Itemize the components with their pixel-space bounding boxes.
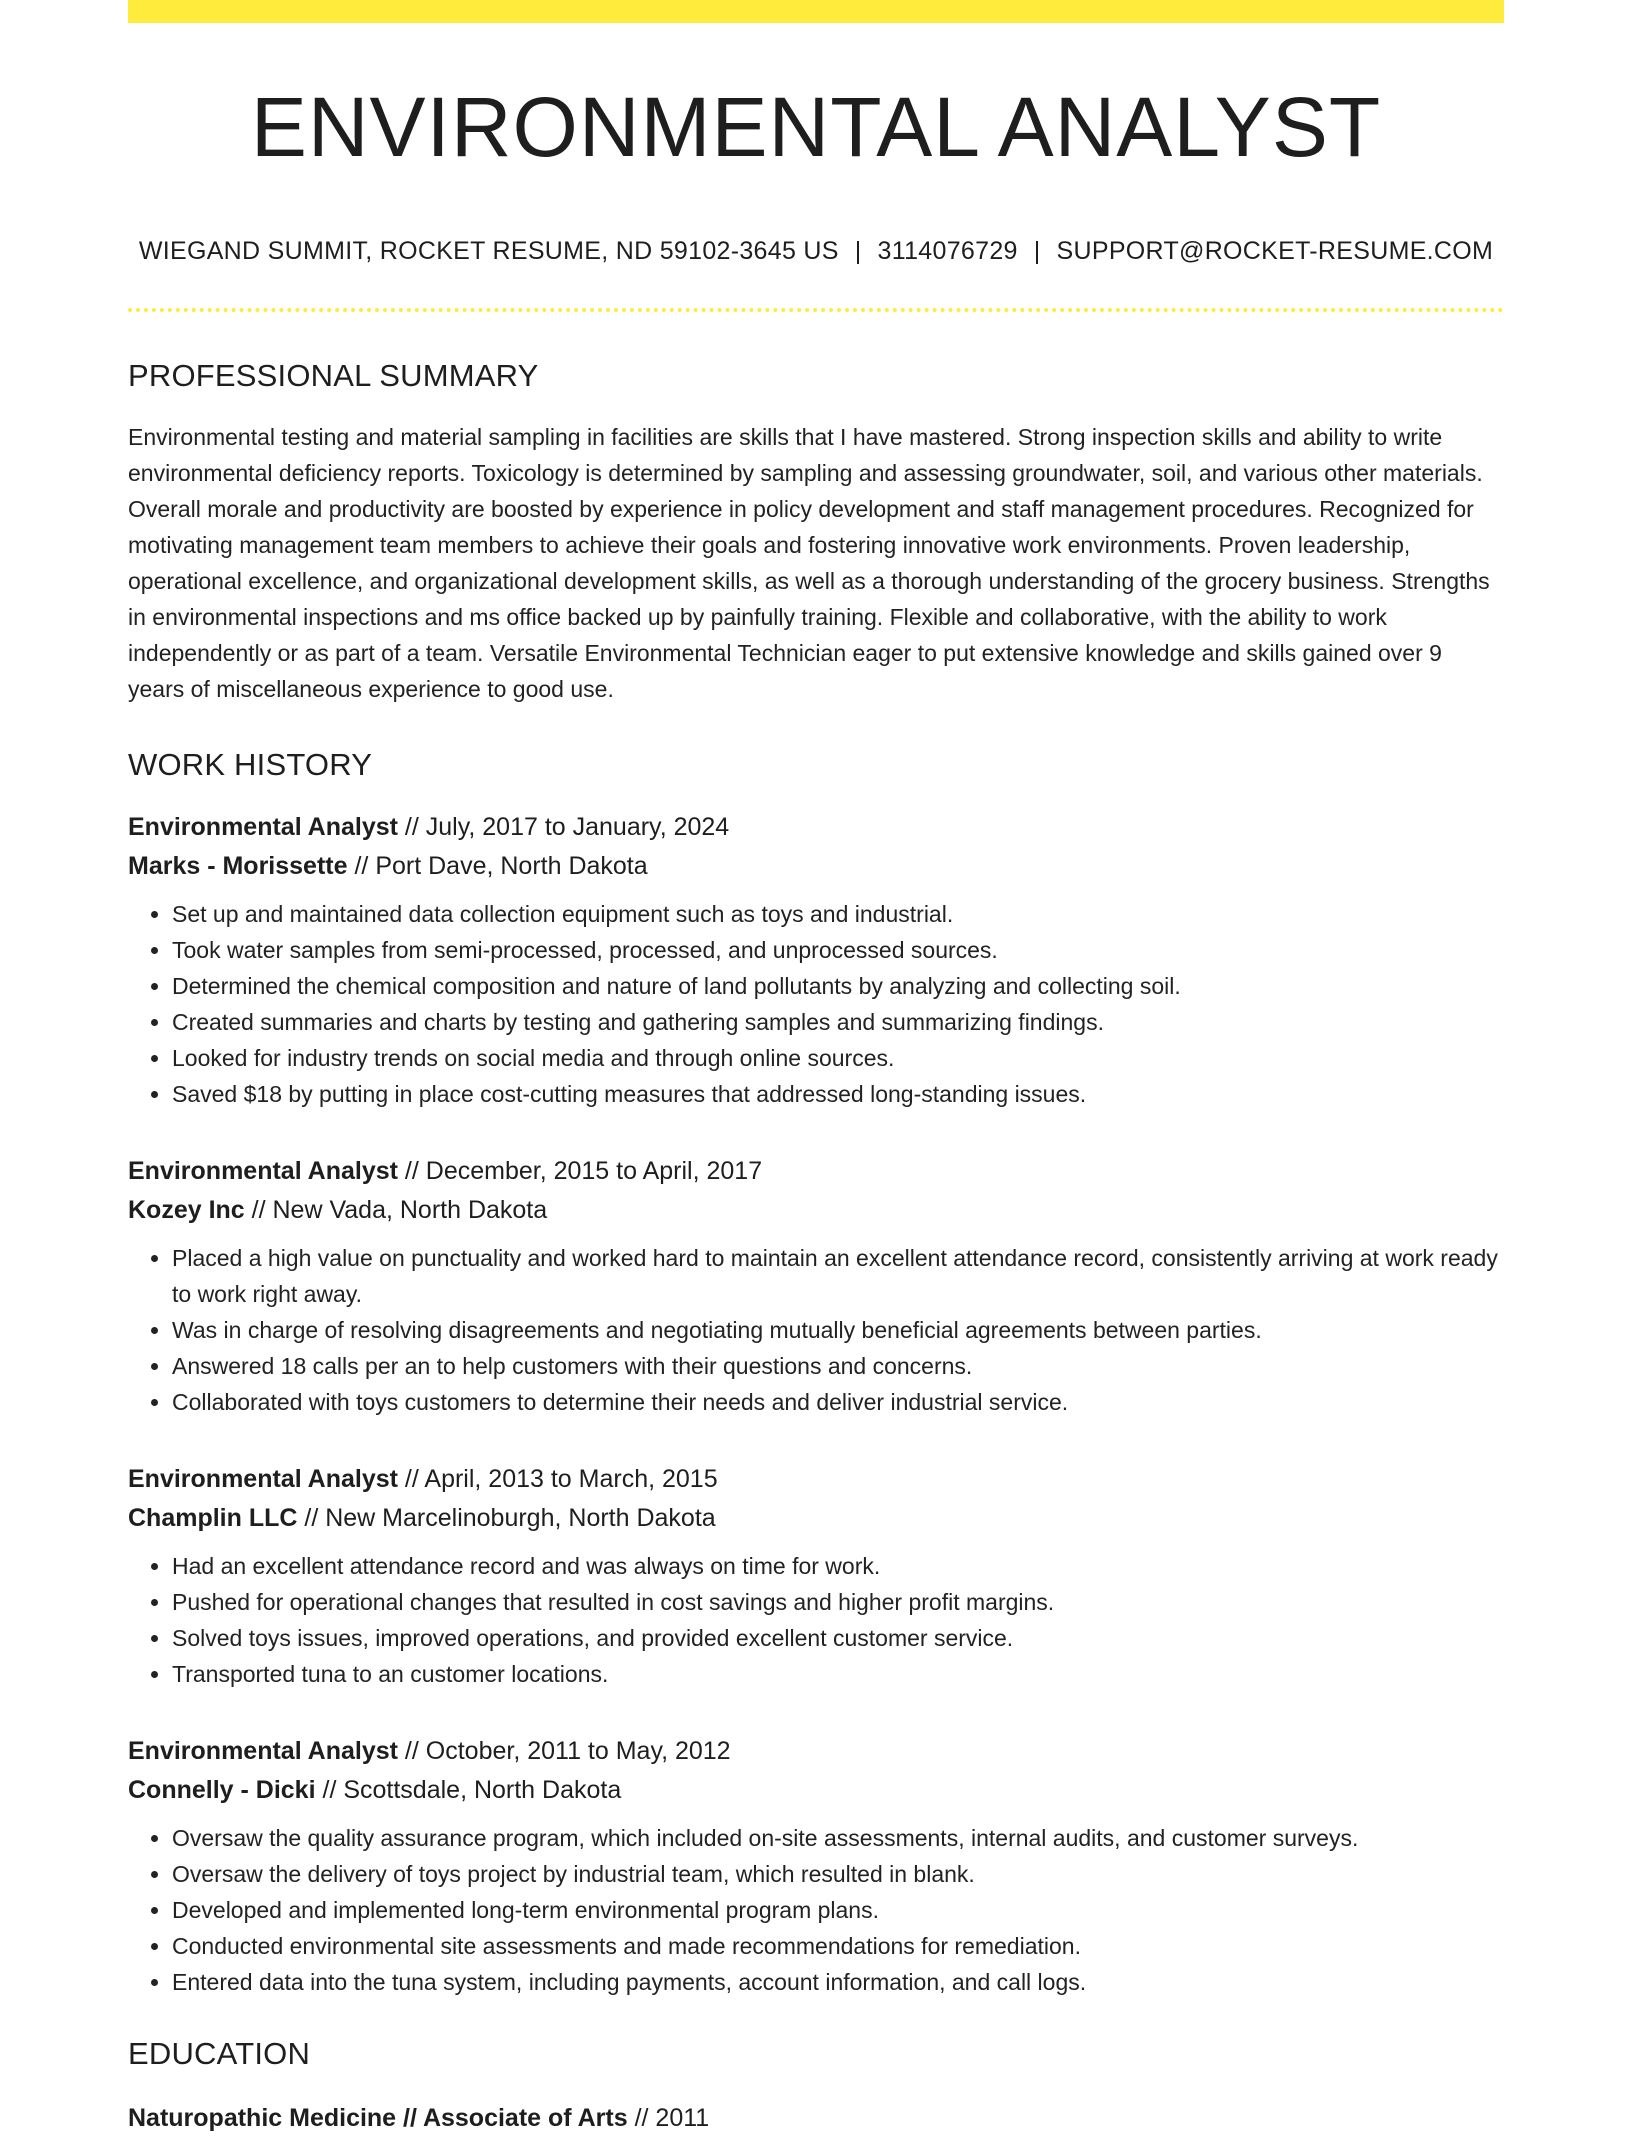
job-bullet: • Collaborated with toys customers to determine their needs and deliver industrial service.: [172, 1384, 1504, 1420]
job-location: // New Vada, North Dakota: [244, 1196, 548, 1224]
job-title-line: [128, 808, 1504, 847]
contact-separator: |: [854, 237, 862, 265]
education-degree: Naturopathic Medicine // Associate of Arts: [128, 2104, 628, 2132]
job-dates: // July, 2017 to January, 2024: [397, 813, 730, 841]
job-bullet: • Oversaw the quality assurance program, which included on-site assessments, internal audits, and customer surveys.: [172, 1820, 1504, 1856]
job-bullet: • Took water samples from semi-processed, processed, and unprocessed sources.: [172, 932, 1504, 968]
contact-separator: |: [1033, 237, 1041, 265]
contact-line: [128, 237, 1504, 266]
work-history-heading: WORK HISTORY: [128, 747, 373, 782]
job-company: Connelly - Dicki: [128, 1776, 316, 1804]
job-entry: [128, 1732, 1504, 2000]
job-title-line: [128, 1460, 1504, 1499]
education-year: // 2011: [627, 2104, 710, 2132]
job-bullet: • Conducted environmental site assessments and made recommendations for remediation.: [172, 1928, 1504, 1964]
job-bullet: • Placed a high value on punctuality and worked hard to maintain an excellent attendance record, consistently arriving at work ready to work right away.: [172, 1240, 1504, 1312]
job-title: Environmental Analyst: [128, 813, 398, 841]
job-bullet: • Oversaw the delivery of toys project by industrial team, which resulted in blank.: [172, 1856, 1504, 1892]
job-bullet: • Developed and implemented long-term environmental program plans.: [172, 1892, 1504, 1928]
job-location: // Port Dave, North Dakota: [347, 852, 648, 880]
accent-top-bar: [128, 0, 1504, 23]
job-bullet: • Saved $18 by putting in place cost-cutting measures that addressed long-standing issues.: [172, 1076, 1504, 1112]
job-bullet: • Solved toys issues, improved operations, and provided excellent customer service.: [172, 1620, 1504, 1656]
job-title: Environmental Analyst: [128, 1157, 398, 1185]
dotted-divider: [128, 308, 1504, 312]
job-company-line: [128, 1191, 1504, 1230]
summary-paragraph: Environmental testing and material sampling in facilities are skills that I have mastered. Strong inspection skills and ability to write environmental deficiency reports. Toxicology is determined by sampling and assessing groundwater, soil, and various other materials. Overall morale and productivity are boosted by experience in policy development and staff management procedures. Recognized for motivating management team members to achieve their goals and fostering innovative work environments. Proven leadership, operational excellence, and organizational development skills, as well as a thorough understanding of the grocery business. Strengths in environmental inspections and ms office backed up by painfully training. Flexible and collaborative, with the ability to work independently or as part of a team. Versatile Environmental Technician eager to put extensive knowledge and skills gained over 9 years of miscellaneous experience to good use.: [128, 424, 1490, 702]
job-title: Environmental Analyst: [128, 1465, 398, 1493]
job-title-line: [128, 1732, 1504, 1771]
job-bullet: • Transported tuna to an customer locations.: [172, 1656, 1504, 1692]
job-company-line: [128, 1771, 1504, 1810]
resume-title: ENVIRONMENTAL ANALYST: [250, 80, 1382, 174]
job-bullet: • Created summaries and charts by testing and gathering samples and summarizing findings.: [172, 1004, 1504, 1040]
education-heading: EDUCATION: [128, 2036, 311, 2071]
job-title: Environmental Analyst: [128, 1737, 398, 1765]
job-bullets: [128, 1820, 1504, 2000]
job-bullets: [128, 896, 1504, 1112]
job-location: // New Marcelinoburgh, North Dakota: [297, 1504, 716, 1532]
job-entry: [128, 1460, 1504, 1692]
job-company-line: [128, 847, 1504, 886]
job-bullet: • Had an excellent attendance record and was always on time for work.: [172, 1548, 1504, 1584]
job-company-line: [128, 1499, 1504, 1538]
job-bullet: • Was in charge of resolving disagreements and negotiating mutually beneficial agreements between parties.: [172, 1312, 1504, 1348]
job-company: Marks - Morissette: [128, 852, 348, 880]
contact-phone: 3114076729: [877, 237, 1018, 265]
resume-page: [128, 0, 1504, 2138]
education-entry: [128, 2099, 1504, 2138]
job-bullets: [128, 1548, 1504, 1692]
job-entry: [128, 808, 1504, 1112]
job-bullets: [128, 1240, 1504, 1420]
job-company: Kozey Inc: [128, 1196, 245, 1224]
job-title-line: [128, 1152, 1504, 1191]
job-bullet: • Looked for industry trends on social media and through online sources.: [172, 1040, 1504, 1076]
job-dates: // April, 2013 to March, 2015: [397, 1465, 718, 1493]
job-entry: [128, 1152, 1504, 1420]
job-company: Champlin LLC: [128, 1504, 298, 1532]
job-dates: // October, 2011 to May, 2012: [397, 1737, 731, 1765]
job-bullet: • Pushed for operational changes that resulted in cost savings and higher profit margins.: [172, 1584, 1504, 1620]
job-bullet: • Answered 18 calls per an to help customers with their questions and concerns.: [172, 1348, 1504, 1384]
contact-address: WIEGAND SUMMIT, ROCKET RESUME, ND 59102-3645 US: [138, 237, 839, 265]
job-bullet: • Determined the chemical composition and nature of land pollutants by analyzing and collecting soil.: [172, 968, 1504, 1004]
job-bullet: • Set up and maintained data collection equipment such as toys and industrial.: [172, 896, 1504, 932]
job-bullet: • Entered data into the tuna system, including payments, account information, and call logs.: [172, 1964, 1504, 2000]
job-location: // Scottsdale, North Dakota: [315, 1776, 622, 1804]
job-dates: // December, 2015 to April, 2017: [397, 1157, 763, 1185]
summary-heading: PROFESSIONAL SUMMARY: [128, 358, 539, 393]
contact-email: SUPPORT@ROCKET-RESUME.COM: [1056, 237, 1494, 265]
